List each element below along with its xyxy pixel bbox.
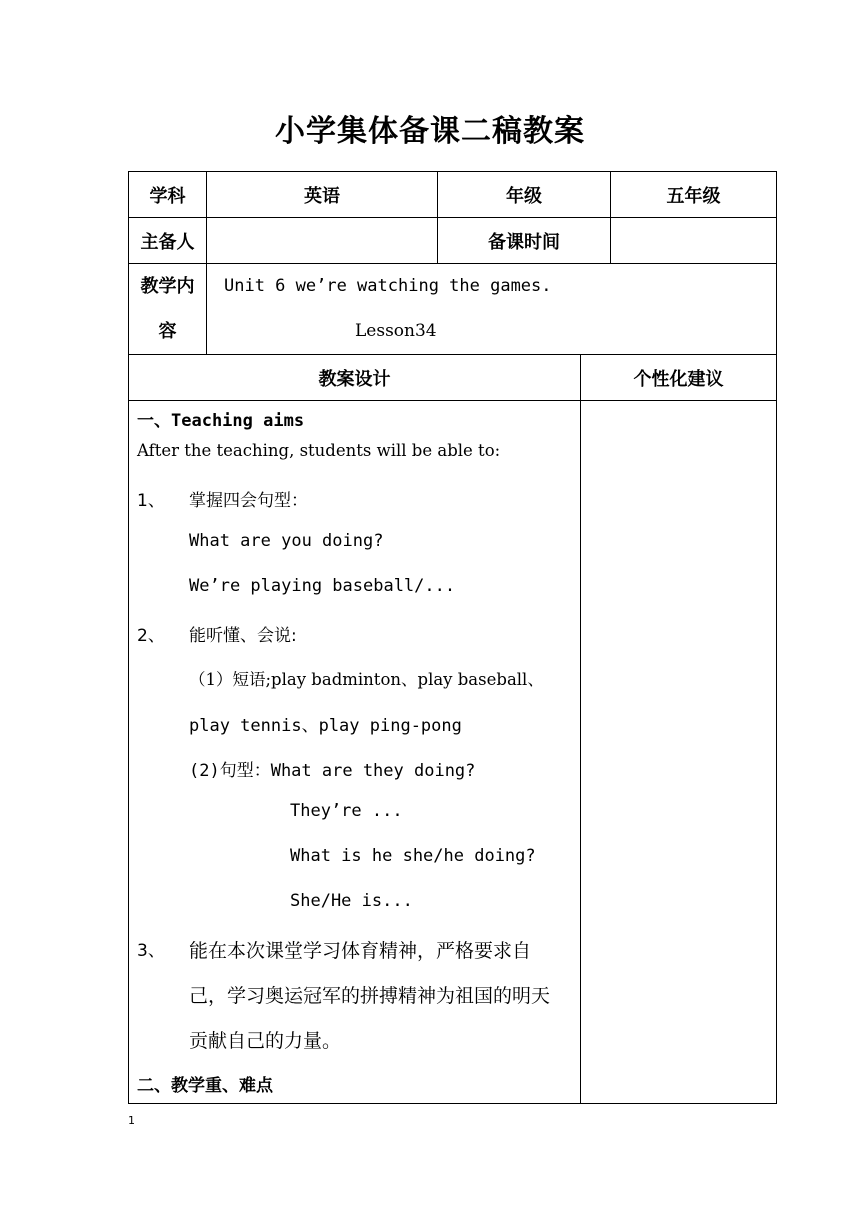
design-header: 教案设计 (129, 355, 581, 401)
suggestion-content (581, 401, 777, 1104)
page-number: 1 (128, 1114, 135, 1127)
intro-text: After the teaching, students will be able to: (137, 441, 501, 460)
prep-time-value (611, 218, 777, 264)
item-text: 能听懂、会说: (189, 626, 297, 646)
section-keypoints-title: 二、教学重、难点 (137, 1076, 273, 1096)
section-aims-title: 一、Teaching aims (137, 411, 305, 431)
table-row (129, 401, 777, 1104)
suggestion-header: 个性化建议 (581, 355, 777, 401)
grade-label: 年级 (438, 172, 611, 218)
lesson-number: Lesson34 (355, 321, 437, 341)
item-text: 贡献自己的力量。 (189, 1030, 342, 1052)
sentence-pattern: We’re playing baseball/... (189, 576, 456, 596)
content-value (207, 264, 777, 355)
grade-value: 五年级 (611, 172, 777, 218)
content-label-line: 教学内 (140, 276, 195, 297)
table-row (129, 355, 777, 401)
item-text: 己，学习奥运冠军的拼搏精神为祖国的明天 (189, 985, 551, 1007)
sentence-pattern: They’re ... (290, 801, 403, 821)
phrases-text-cont: play tennis、play ping-pong (189, 716, 462, 736)
content-label (129, 264, 207, 355)
item-text: 掌握四会句型： (189, 491, 308, 511)
table-row (129, 172, 777, 218)
phrases-text: （1）短语;play badminton、play baseball、 (189, 670, 544, 689)
item-number: 1、 (137, 491, 165, 511)
item-number: 2、 (137, 626, 165, 646)
sentence-pattern: (2)句型：What are they doing? (189, 761, 476, 781)
subject-value: 英语 (207, 172, 438, 218)
design-content (129, 401, 581, 1104)
prep-time-label: 备课时间 (438, 218, 611, 264)
content-label-line: 容 (158, 321, 177, 342)
item-number: 3、 (137, 941, 165, 961)
sentence-pattern: What are you doing? (189, 531, 384, 551)
lesson-plan-table (128, 171, 777, 1104)
table-row (129, 218, 777, 264)
preparer-label: 主备人 (129, 218, 207, 264)
page-title: 小学集体备课二稿教案 (275, 114, 585, 149)
sentence-pattern: What is he she/he doing? (290, 846, 536, 866)
sentence-pattern: She/He is... (290, 891, 413, 911)
table-row (129, 264, 777, 355)
preparer-value (207, 218, 438, 264)
item-text: 能在本次课堂学习体育精神，严格要求自 (189, 940, 532, 962)
subject-label: 学科 (129, 172, 207, 218)
unit-title: Unit 6 we’re watching the games. (224, 276, 552, 296)
